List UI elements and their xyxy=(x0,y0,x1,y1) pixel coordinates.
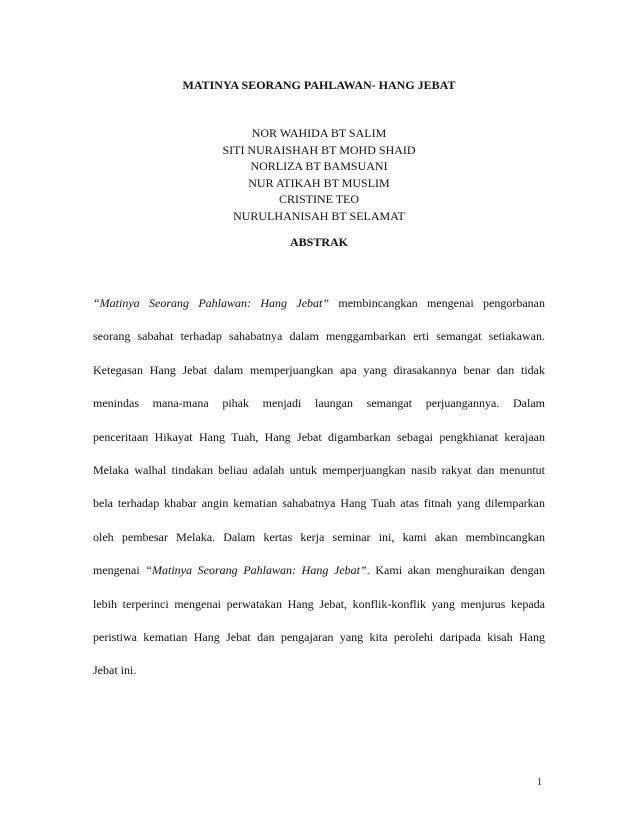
abstract-body xyxy=(93,287,545,688)
abstract-line: menindas mana-mana pihak menjadi laungan semangat perjuangannya. Dalam xyxy=(93,396,545,411)
italic-title-ref: “Matinya Seorang Pahlawan: Hang Jebat” xyxy=(93,296,330,310)
abstract-line xyxy=(93,554,545,587)
author-name: NORLIZA BT BAMSUANI xyxy=(250,159,388,173)
abstract-line-text: membincangkan mengenai pengorbanan xyxy=(329,296,545,310)
abstract-heading: ABSTRAK xyxy=(289,235,348,249)
abstract-line xyxy=(93,287,545,320)
author-name: NURULHANISAH BT SELAMAT xyxy=(233,208,405,223)
abstract-line: oleh pembesar Melaka. Dalam kertas kerja seminar ini, kami akan membincangkan xyxy=(93,529,545,544)
abstract-line: seorang sabahat terhadap sahabatnya dalam menggambarkan erti semangat setiakawan. xyxy=(93,329,545,344)
author-name: NUR ATIKAH BT MUSLIM xyxy=(248,175,390,190)
abstract-line: Ketegasan Hang Jebat dalam memperjuangkan apa yang dirasakannya benar dan tidak xyxy=(93,362,545,377)
author-name: CRISTINE TEO xyxy=(278,192,360,206)
page-number: 1 xyxy=(537,777,542,788)
abstract-line: peristiwa kematian Hang Jebat dan pengajaran yang kita perolehi daripada kisah Hang xyxy=(93,629,545,644)
author-name: SITI NURAISHAH BT MOHD SHAID xyxy=(222,142,416,157)
italic-title-ref: “Matinya Seorang Pahlawan: Hang Jebat” xyxy=(145,563,367,578)
abstract-line: penceritaan Hikayat Hang Tuah, Hang Jebat digambarkan sebagai pengkhianat kerajaan xyxy=(93,429,545,444)
abstract-line: bela terhadap khabar angin kematian sahabatnya Hang Tuah atas fitnah yang dilemparkan xyxy=(93,496,545,511)
abstract-line: Melaka walhal tindakan beliau adalah untuk memperjuangkan nasib rakyat dan menuntut xyxy=(93,462,545,477)
author-name: NOR WAHIDA BT SALIM xyxy=(251,126,387,140)
abstract-line-text: mengenai xyxy=(93,563,146,578)
abstract-line: Jebat ini. xyxy=(93,663,137,678)
abstract-line-text: . Kami akan menghuraikan dengan xyxy=(366,563,545,578)
paper-title: MATINYA SEORANG PAHLAWAN- HANG JEBAT xyxy=(182,78,456,92)
author-list xyxy=(0,125,638,224)
abstract-line: lebih terperinci mengenai perwatakan Hang Jebat, konflik-konflik yang menjurus kepada xyxy=(93,596,545,611)
